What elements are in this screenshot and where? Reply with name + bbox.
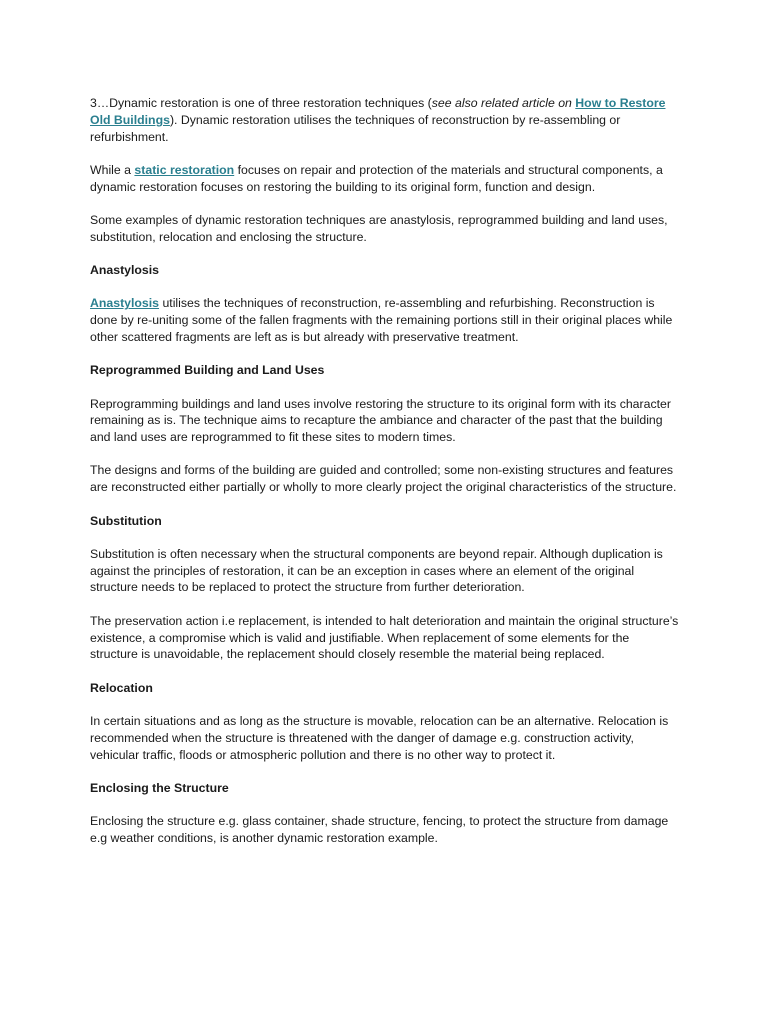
static-restoration-link[interactable]: static restoration — [134, 162, 235, 177]
substitution-paragraph-2: The preservation action i.e replacement, is intended to halt deterioration and maintain the original structure’s existence, a compromise which is valid and justifiable. When replacement of some elements for the structure is unavoidable, the replacement should closely resemble the material being replaced. — [90, 613, 679, 662]
enclosing-paragraph: Enclosing the structure e.g. glass container, shade structure, fencing, to protect the structure from damage e.g weather conditions, is another dynamic restoration example. — [90, 814, 669, 845]
reprogrammed-paragraph-2: The designs and forms of the building are guided and controlled; some non-existing structures and features are reconstructed either partially or wholly to more clearly project the original characteristics of the structure. — [90, 463, 677, 495]
enclosing-heading: Enclosing the Structure — [90, 780, 229, 795]
static-paragraph — [90, 162, 680, 196]
anastylosis-paragraph — [90, 295, 680, 345]
how-to-restore-link[interactable]: How to Restore Old Buildings — [90, 96, 666, 127]
document-page — [90, 95, 680, 863]
intro-text-end: ). Dynamic restoration utilises the techniques of reconstruction by re-assembling or refurbishment. — [90, 112, 621, 144]
intro-paragraph — [90, 95, 680, 145]
anastylosis-link[interactable]: Anastylosis — [90, 296, 160, 311]
static-text-end: focuses on repair and protection of the materials and structural components, a dynamic restoration focuses on restoring the building to its original form, function and design. — [90, 162, 663, 194]
static-text: While a — [90, 162, 135, 177]
substitution-paragraph-1: Substitution is often necessary when the structural components are beyond repair. Although duplication is against the principles of restoration, it can be an exception in cases where an element of the original structure needs to be replaced to protect the structure from further deterioration. — [90, 546, 663, 595]
see-also-note: see also related article on — [431, 96, 576, 110]
substitution-heading: Substitution — [90, 513, 162, 528]
relocation-paragraph: In certain situations and as long as the structure is movable, relocation can be an alternative. Relocation is recommended when the structure is threatened with the danger of damage e.g. construction activity, vehicular traffic, floods or atmospheric pollution and there is no other way to protect it. — [90, 713, 669, 762]
relocation-heading: Relocation — [90, 680, 153, 695]
examples-paragraph: Some examples of dynamic restoration techniques are anastylosis, reprogrammed building and land uses, substitution, relocation and enclosing the structure. — [90, 212, 668, 244]
anastylosis-heading: Anastylosis — [90, 263, 160, 278]
anastylosis-text: utilises the techniques of reconstruction, re-assembling and refurbishing. Reconstruction is done by re-uniting some of the fallen fragments with the remaining portions still in their original places while other scattered fragments are left as is but already with preservative treatment. — [90, 296, 673, 344]
intro-text: 3…Dynamic restoration is one of three restoration techniques ( — [90, 96, 432, 110]
reprogrammed-heading: Reprogrammed Building and Land Uses — [90, 363, 325, 378]
reprogrammed-paragraph-1: Reprogramming buildings and land uses involve restoring the structure to its original form with its character remaining as is. The technique aims to recapture the ambiance and character of the past that the building and land uses are reprogrammed to fit these sites to modern times. — [90, 396, 671, 445]
